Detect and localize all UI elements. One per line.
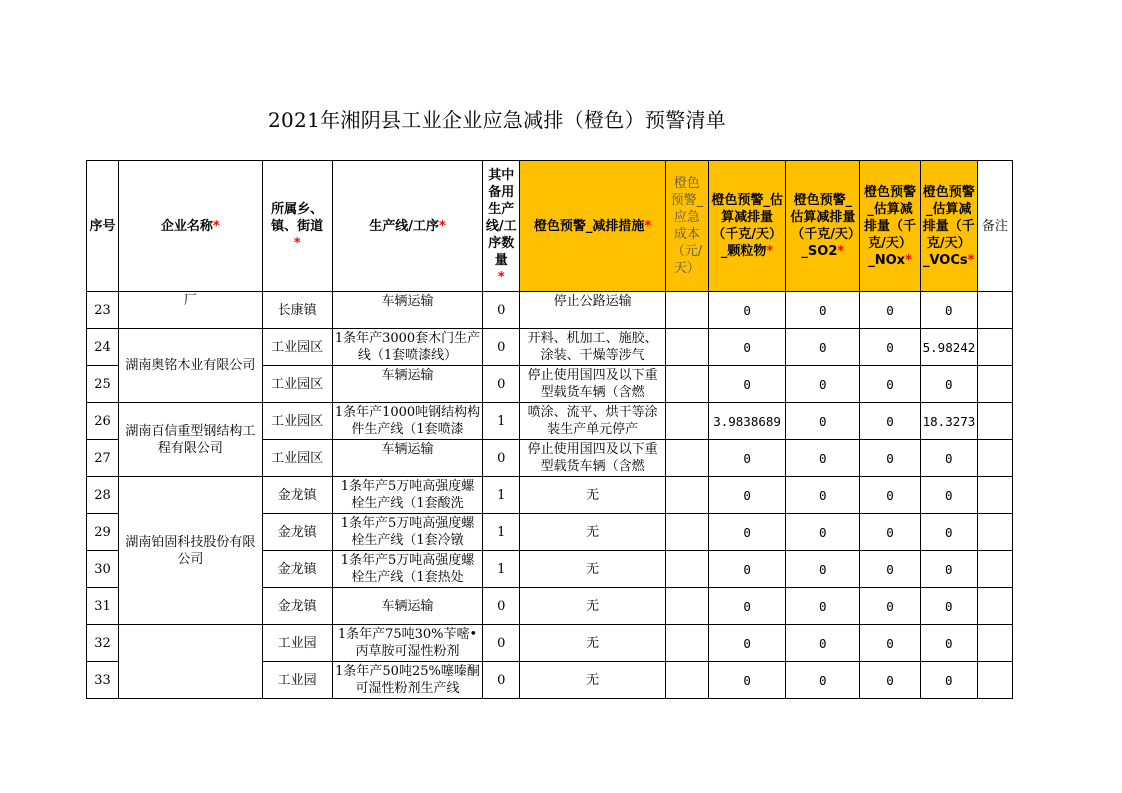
cell-vocs: 0 [920,366,977,403]
header-pm: 橙色预警_估算减排量（千克/天）_颗粒物* [708,161,785,292]
cell-so2: 0 [786,329,860,366]
header-line: 生产线/工序* [332,161,482,292]
cell-town: 工业园区 [262,329,332,366]
cell-seq: 30 [87,551,119,588]
cell-backup: 0 [483,440,520,477]
cell-town: 金龙镇 [262,514,332,551]
header-seq: 序号 [87,161,119,292]
cell-seq: 24 [87,329,119,366]
cell-seq: 33 [87,662,119,699]
cell-note [977,366,1012,403]
cell-pm: 0 [708,551,785,588]
cell-nox: 0 [860,440,920,477]
cell-so2: 0 [786,292,860,329]
cell-company: 湖南铂固科技股份有限公司 [119,477,262,625]
cell-cost [665,440,708,477]
header-nox: 橙色预警_估算减排量（千克/天）_NOx* [860,161,920,292]
cell-line: 1条年产3000套木门生产线（1套喷漆线） [332,329,482,366]
cell-so2: 0 [786,366,860,403]
cell-company [119,625,262,699]
cell-backup: 0 [483,292,520,329]
cell-line: 1条年产5万吨高强度螺栓生产线（1套热处 [332,551,482,588]
cell-backup: 1 [483,514,520,551]
cell-nox: 0 [860,588,920,625]
cell-pm: 0 [708,662,785,699]
cell-cost [665,366,708,403]
cell-cost [665,625,708,662]
cell-vocs: 5.98242 [920,329,977,366]
cell-cost [665,329,708,366]
header-town: 所属乡、镇、街道 * [262,161,332,292]
table-row [87,329,1013,366]
cell-line: 1条年产1000吨钢结构构件生产线（1套喷漆 [332,403,482,440]
cell-seq: 31 [87,588,119,625]
cell-vocs: 0 [920,440,977,477]
cell-note [977,440,1012,477]
cell-cost [665,514,708,551]
emission-table [86,160,1013,699]
cell-nox: 0 [860,625,920,662]
cell-pm: 0 [708,477,785,514]
cell-backup: 0 [483,366,520,403]
cell-line: 1条年产50吨25%噻嗪酮可湿性粉剂生产线 [332,662,482,699]
cell-town: 金龙镇 [262,588,332,625]
cell-seq: 23 [87,292,119,329]
cell-so2: 0 [786,440,860,477]
cell-cost [665,551,708,588]
cell-measure: 停止公路运输 [520,292,665,329]
cell-pm: 0 [708,588,785,625]
cell-backup: 0 [483,329,520,366]
cell-measure: 无 [520,588,665,625]
cell-note [977,329,1012,366]
cell-nox: 0 [860,292,920,329]
cell-vocs: 0 [920,625,977,662]
cell-vocs: 0 [920,292,977,329]
cell-note [977,514,1012,551]
cell-pm: 0 [708,625,785,662]
cell-vocs: 18.3273 [920,403,977,440]
cell-line: 车辆运输 [332,588,482,625]
cell-so2: 0 [786,477,860,514]
cell-vocs: 0 [920,662,977,699]
cell-nox: 0 [860,329,920,366]
header-company: 企业名称* [119,161,262,292]
cell-measure: 无 [520,551,665,588]
cell-note [977,292,1012,329]
cell-measure: 无 [520,514,665,551]
cell-line: 车辆运输 [332,292,482,329]
cell-so2: 0 [786,514,860,551]
cell-company: 厂 [119,292,262,329]
cell-measure: 开料、机加工、施胶、涂装、干燥等涉气 [520,329,665,366]
cell-pm: 0 [708,329,785,366]
header-so2: 橙色预警_估算减排量（千克/天）_SO2* [786,161,860,292]
cell-pm: 3.9838689 [708,403,785,440]
cell-company: 湖南奥铭木业有限公司 [119,329,262,403]
table-row [87,625,1013,662]
cell-so2: 0 [786,551,860,588]
cell-town: 工业园 [262,662,332,699]
header-cost: 橙色预警_应急成本（元/天） [665,161,708,292]
cell-cost [665,662,708,699]
cell-vocs: 0 [920,551,977,588]
cell-cost [665,588,708,625]
cell-cost [665,403,708,440]
cell-pm: 0 [708,514,785,551]
cell-measure: 停止使用国四及以下重型载货车辆（含燃 [520,366,665,403]
header-backup: 其中备用生产线/工序数量 * [483,161,520,292]
cell-cost [665,292,708,329]
cell-backup: 1 [483,477,520,514]
header-note: 备注 [977,161,1012,292]
cell-line: 车辆运输 [332,440,482,477]
cell-nox: 0 [860,514,920,551]
cell-note [977,403,1012,440]
table-row [87,477,1013,514]
cell-town: 金龙镇 [262,551,332,588]
cell-measure: 无 [520,662,665,699]
cell-measure: 无 [520,625,665,662]
cell-seq: 25 [87,366,119,403]
table-row [87,403,1013,440]
cell-backup: 1 [483,403,520,440]
page-title: 2021年湘阴县工业企业应急减排（橙色）预警清单 [268,108,727,132]
cell-so2: 0 [786,403,860,440]
cell-so2: 0 [786,625,860,662]
header-row [87,161,1013,292]
cell-nox: 0 [860,403,920,440]
cell-note [977,477,1012,514]
cell-pm: 0 [708,292,785,329]
header-vocs: 橙色预警_估算减排量（千克/天）_VOCs* [920,161,977,292]
cell-town: 工业园区 [262,366,332,403]
cell-line: 1条年产5万吨高强度螺栓生产线（1套酸洗 [332,477,482,514]
cell-nox: 0 [860,551,920,588]
header-measure: 橙色预警_减排措施* [520,161,665,292]
cell-line: 1条年产75吨30%苄嘧•丙草胺可湿性粉剂 [332,625,482,662]
cell-seq: 27 [87,440,119,477]
cell-pm: 0 [708,366,785,403]
cell-vocs: 0 [920,588,977,625]
cell-seq: 28 [87,477,119,514]
cell-nox: 0 [860,662,920,699]
cell-line: 1条年产5万吨高强度螺栓生产线（1套冷镦 [332,514,482,551]
cell-note [977,588,1012,625]
cell-town: 工业园区 [262,403,332,440]
cell-town: 工业园 [262,625,332,662]
table-row [87,292,1013,329]
cell-line: 车辆运输 [332,366,482,403]
cell-cost [665,477,708,514]
cell-backup: 1 [483,551,520,588]
cell-seq: 32 [87,625,119,662]
cell-pm: 0 [708,440,785,477]
cell-vocs: 0 [920,477,977,514]
cell-measure: 喷涂、流平、烘干等涂装生产单元停产 [520,403,665,440]
cell-measure: 无 [520,477,665,514]
cell-seq: 29 [87,514,119,551]
cell-backup: 0 [483,662,520,699]
cell-town: 工业园区 [262,440,332,477]
cell-company: 湖南百信重型钢结构工程有限公司 [119,403,262,477]
cell-town: 长康镇 [262,292,332,329]
cell-town: 金龙镇 [262,477,332,514]
cell-nox: 0 [860,366,920,403]
cell-note [977,625,1012,662]
cell-so2: 0 [786,662,860,699]
cell-measure: 停止使用国四及以下重型载货车辆（含燃 [520,440,665,477]
cell-seq: 26 [87,403,119,440]
cell-backup: 0 [483,625,520,662]
cell-vocs: 0 [920,514,977,551]
cell-so2: 0 [786,588,860,625]
cell-note [977,551,1012,588]
cell-note [977,662,1012,699]
cell-backup: 0 [483,588,520,625]
cell-nox: 0 [860,477,920,514]
